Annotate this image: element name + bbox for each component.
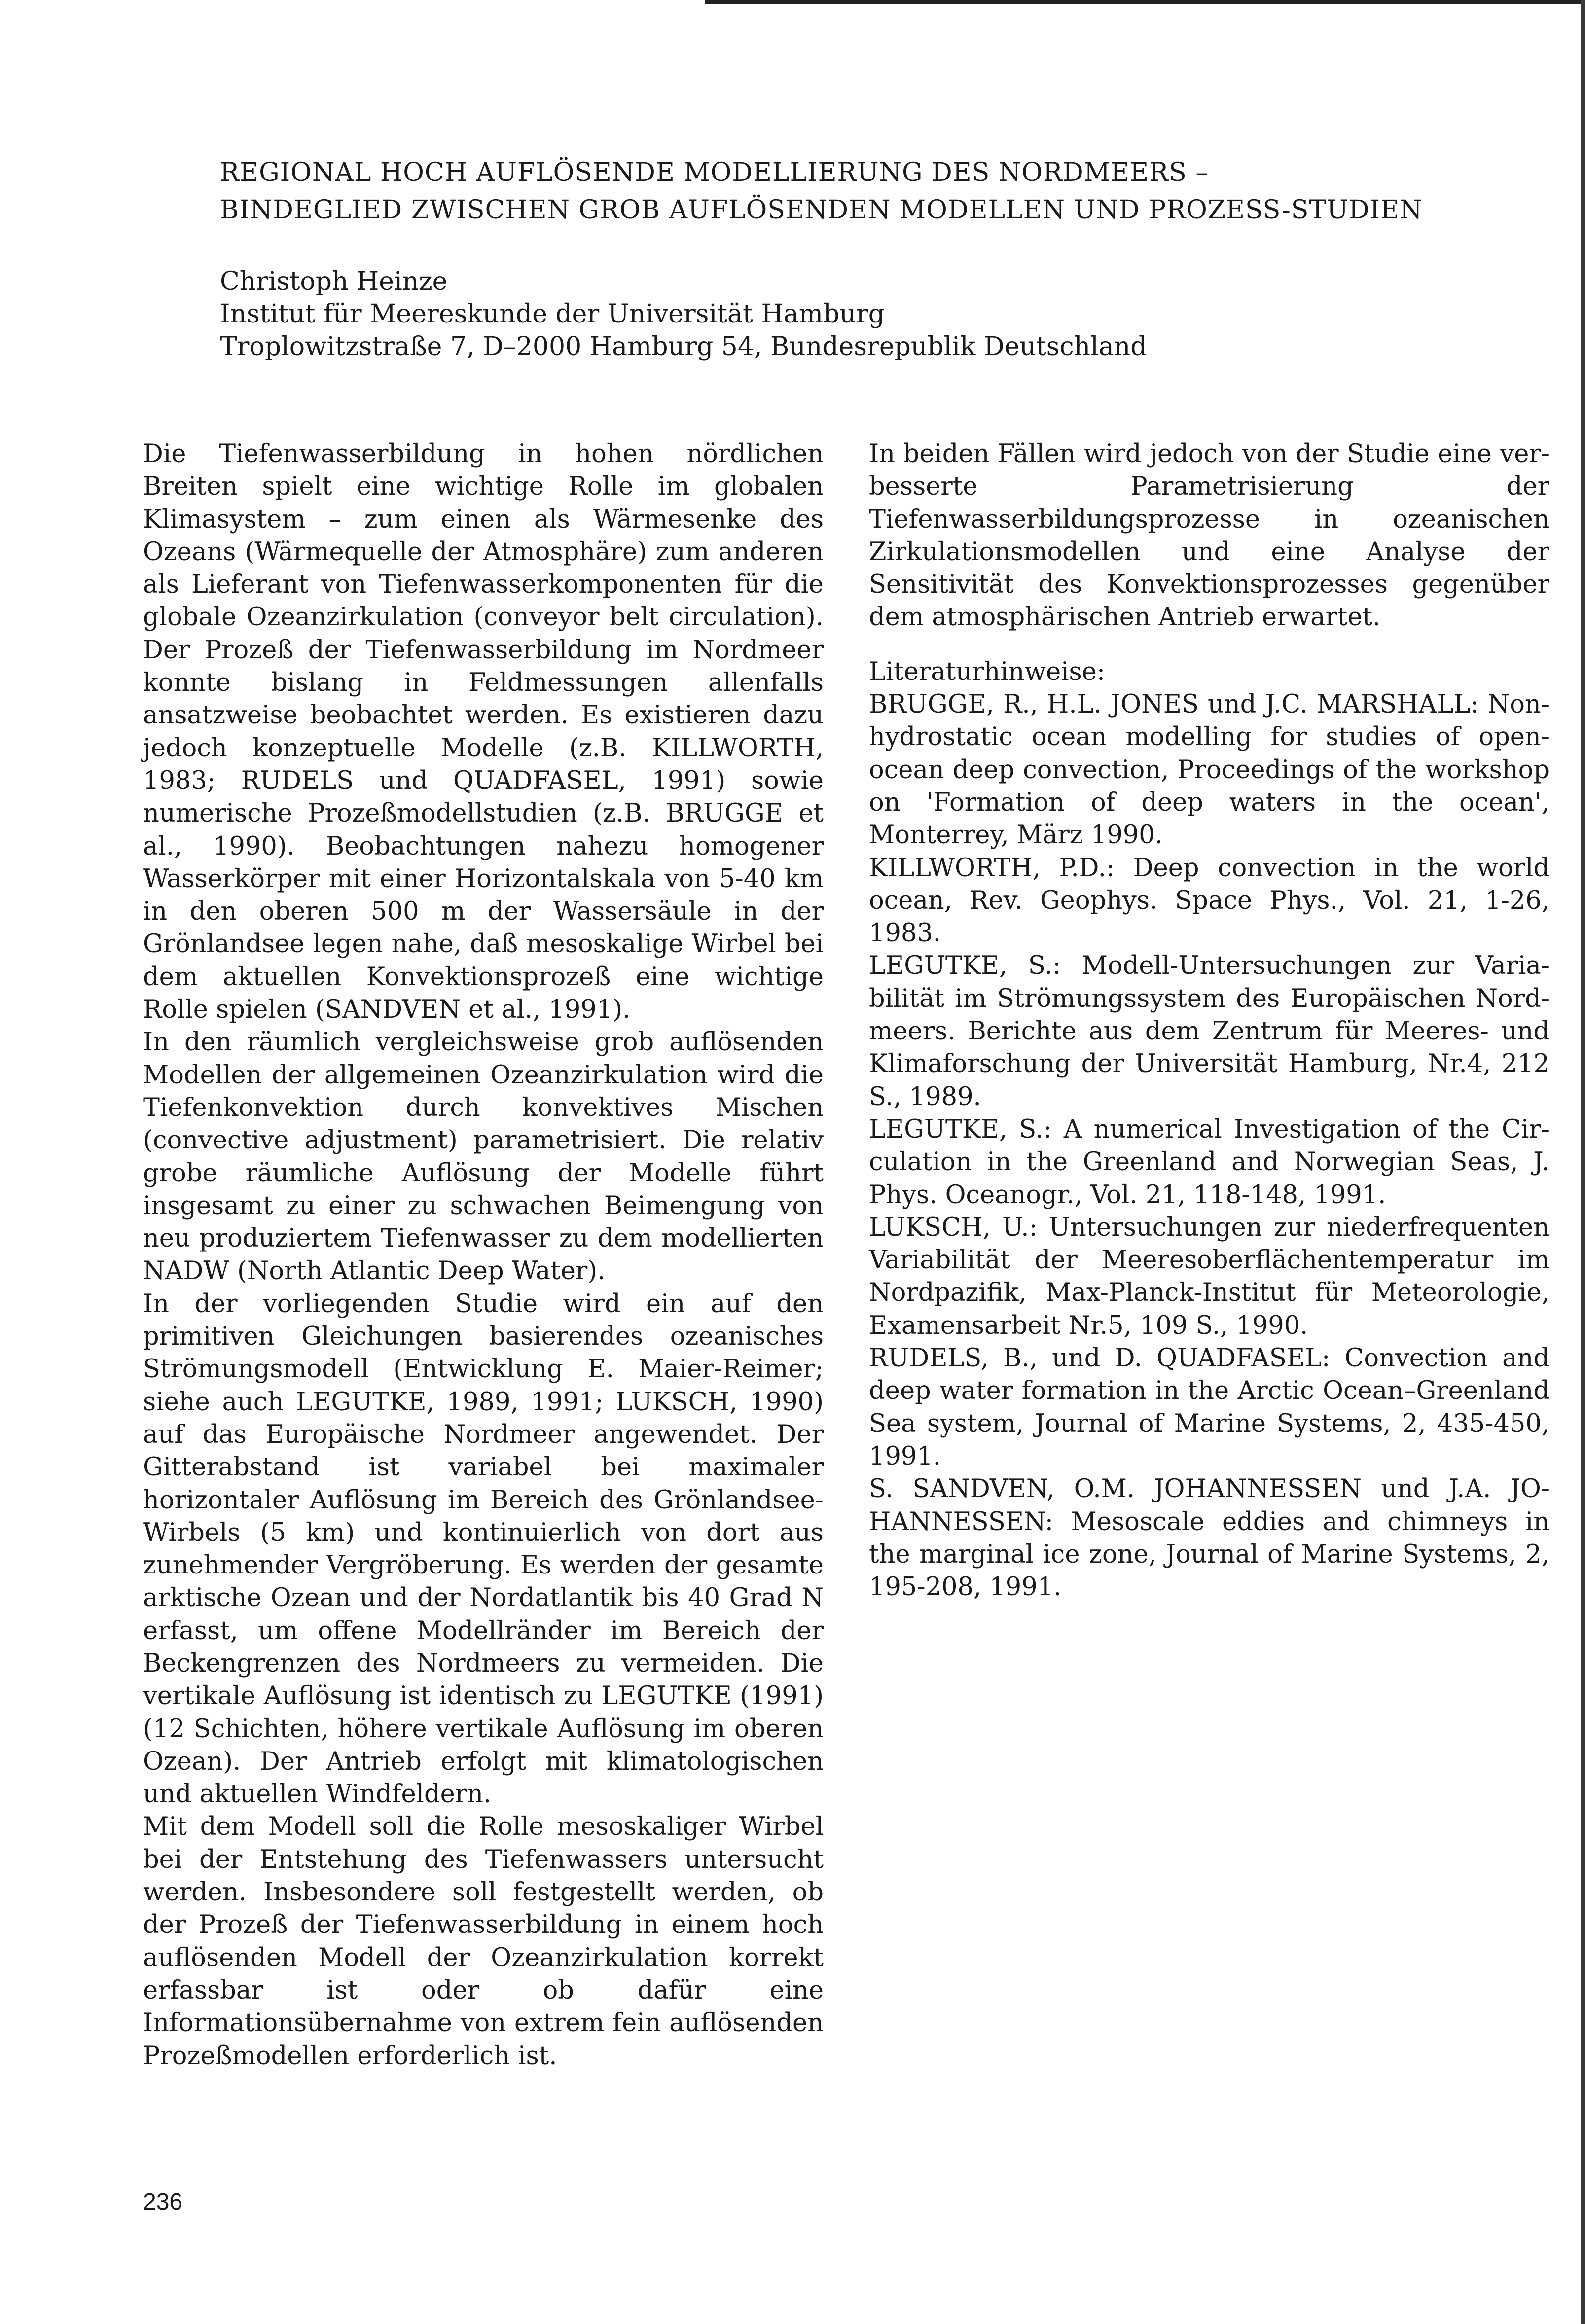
affiliation-institute: Institut für Meereskunde der Universität Hamburg	[220, 299, 885, 329]
top-border-line	[705, 0, 1585, 4]
author-name: Christoph Heinze	[220, 267, 448, 296]
body-paragraph: Mit dem Modell soll die Rolle mesoskaliger Wirbel bei der Entstehung des Tiefenwassers untersucht werden. Insbesondere soll festgestellt werden, ob der Prozeß der Tiefenwasserbildung in einem hoch auflösenden Modell der Ozeanzirkulation korrekt erfassbar ist oder ob dafür eine Informationsübernahme von extrem fein auflösenden Prozeßmodellen erforderlich ist.	[143, 1812, 824, 2071]
body-paragraph: In beiden Fällen wird jedoch von der Studie eine verbesserte Parametrisierung der Tiefenwasserbildungsprozesse in ozeanischen Zirkulationsmodellen und eine Analyse der Sensitivität des Konvektionsprozesses gegenüber dem atmosphärischen Antrieb erwartet.	[869, 439, 1549, 632]
article-title-line-2: BINDEGLIED ZWISCHEN GROB AUFLÖSENDEN MODELLEN UND PROZESS-STUDIEN	[220, 195, 1423, 225]
left-text-column	[143, 438, 824, 2073]
references-heading: Literaturhinweise:	[869, 657, 1106, 686]
affiliation-address: Troplowitzstraße 7, D–2000 Hamburg 54, Bundesrepublik Deutschland	[220, 332, 1147, 361]
body-paragraph: Die Tiefenwasserbildung in hohen nördlichen Breiten spielt eine wichtige Rolle im globalen Klimasystem – zum einen als Wärmesenke des Ozeans (Wärmequelle der Atmosphäre) zum anderen als Lieferant von Tiefenwasserkomponenten für die globale Ozeanzirkulation (conveyor belt circulation). Der Prozeß der Tiefenwasserbildung im Nordmeer konnte bislang in Feldmessungen allenfalls ansatzweise beobachtet werden. Es existieren dazu jedoch konzeptuelle Modelle (z.B. KILLWORTH, 1983; RUDELS und QUADFASEL, 1991) sowie numerische Prozeßmodellstudien (z.B. BRUGGE et al., 1990). Beobachtungen nahezu homogener Wasserkörper mit einer Horizontalskala von 5-40 km in den oberen 500 m der Wassersäule in der Grönlandsee legen nahe, daß mesoskalige Wirbel bei dem aktuellen Konvektionsprozeß eine wichtige Rolle spielen (SANDVEN et al., 1991).	[143, 439, 824, 1025]
article-title-line-1: REGIONAL HOCH AUFLÖSENDE MODELLIERUNG DES NORDMEERS –	[220, 158, 1209, 187]
reference-item: S. SANDVEN, O.M. JOHANNESSEN und J.A. JOHANNESSEN: Mesoscale eddies and chimneys in the marginal ice zone, Journal of Marine Systems, 2, 195-208, 1991.	[869, 1474, 1549, 1602]
reference-item: KILLWORTH, P.D.: Deep convection in the world ocean, Rev. Geophys. Space Phys., Vol. 21, 1-26, 1983.	[869, 853, 1549, 948]
body-paragraph: In den räumlich vergleichsweise grob auflösenden Modellen der allgemeinen Ozeanzirkulation wird die Tiefenkonvektion durch konvektives Mischen (convective adjustment) parametrisiert. Die relativ grobe räumliche Auflösung der Modelle führt insgesamt zu einer zu schwachen Beimengung von neu produziertem Tiefenwasser zu dem modellierten NADW (North Atlantic Deep Water).	[143, 1028, 824, 1286]
page-number: 236	[143, 2189, 183, 2215]
reference-item: LUKSCH, U.: Untersuchungen zur niederfrequenten Variabilität der Meeresoberflächentemperatur im Nordpazifik, Max-Planck-Institut für Meteorologie, Examensarbeit Nr.5, 109 S., 1990.	[869, 1213, 1549, 1340]
right-border-line	[1581, 0, 1585, 2324]
reference-item: BRUGGE, R., H.L. JONES und J.C. MARSHALL: Non-hydrostatic ocean modelling for studies of open-ocean deep convection, Proceedings of the workshop on 'Formation of deep waters in the ocean', Monterrey, März 1990.	[869, 690, 1549, 850]
reference-item: LEGUTKE, S.: Modell-Untersuchungen zur Variabilität im Strömungssystem des Europäischen Nordmeers. Berichte aus dem Zentrum für Meeres- und Klimaforschung der Universität Hamburg, Nr.4, 212 S., 1989.	[869, 951, 1549, 1111]
body-paragraph: In der vorliegenden Studie wird ein auf den primitiven Gleichungen basierendes ozeanisches Strömungsmodell (Entwicklung E. Maier-Reimer; siehe auch LEGUTKE, 1989, 1991; LUKSCH, 1990) auf das Europäische Nordmeer angewendet. Der Gitterabstand ist variabel bei maximaler horizontaler Auflösung im Bereich des Grönlandsee-Wirbels (5 km) und kontinuierlich von dort aus zunehmender Vergröberung. Es werden der gesamte arktische Ozean und der Nordatlantik bis 40 Grad N erfasst, um offene Modellränder im Bereich der Beckengrenzen des Nordmeers zu vermeiden. Die vertikale Auflösung ist identisch zu LEGUTKE (1991) (12 Schichten, höhere vertikale Auflösung im oberen Ozean). Der Antrieb erfolgt mit klimatologischen und aktuellen Windfeldern.	[143, 1289, 824, 1809]
reference-item: LEGUTKE, S.: A numerical Investigation of the Circulation in the Greenland and Norwegian Seas, J. Phys. Oceanogr., Vol. 21, 118-148, 1991.	[869, 1114, 1549, 1210]
article-header	[220, 154, 1453, 363]
right-text-column	[869, 438, 1549, 1604]
reference-item: RUDELS, B., und D. QUADFASEL: Convection and deep water formation in the Arctic Ocean–Greenland Sea system, Journal of Marine Systems, 2, 435-450, 1991.	[869, 1344, 1549, 1471]
